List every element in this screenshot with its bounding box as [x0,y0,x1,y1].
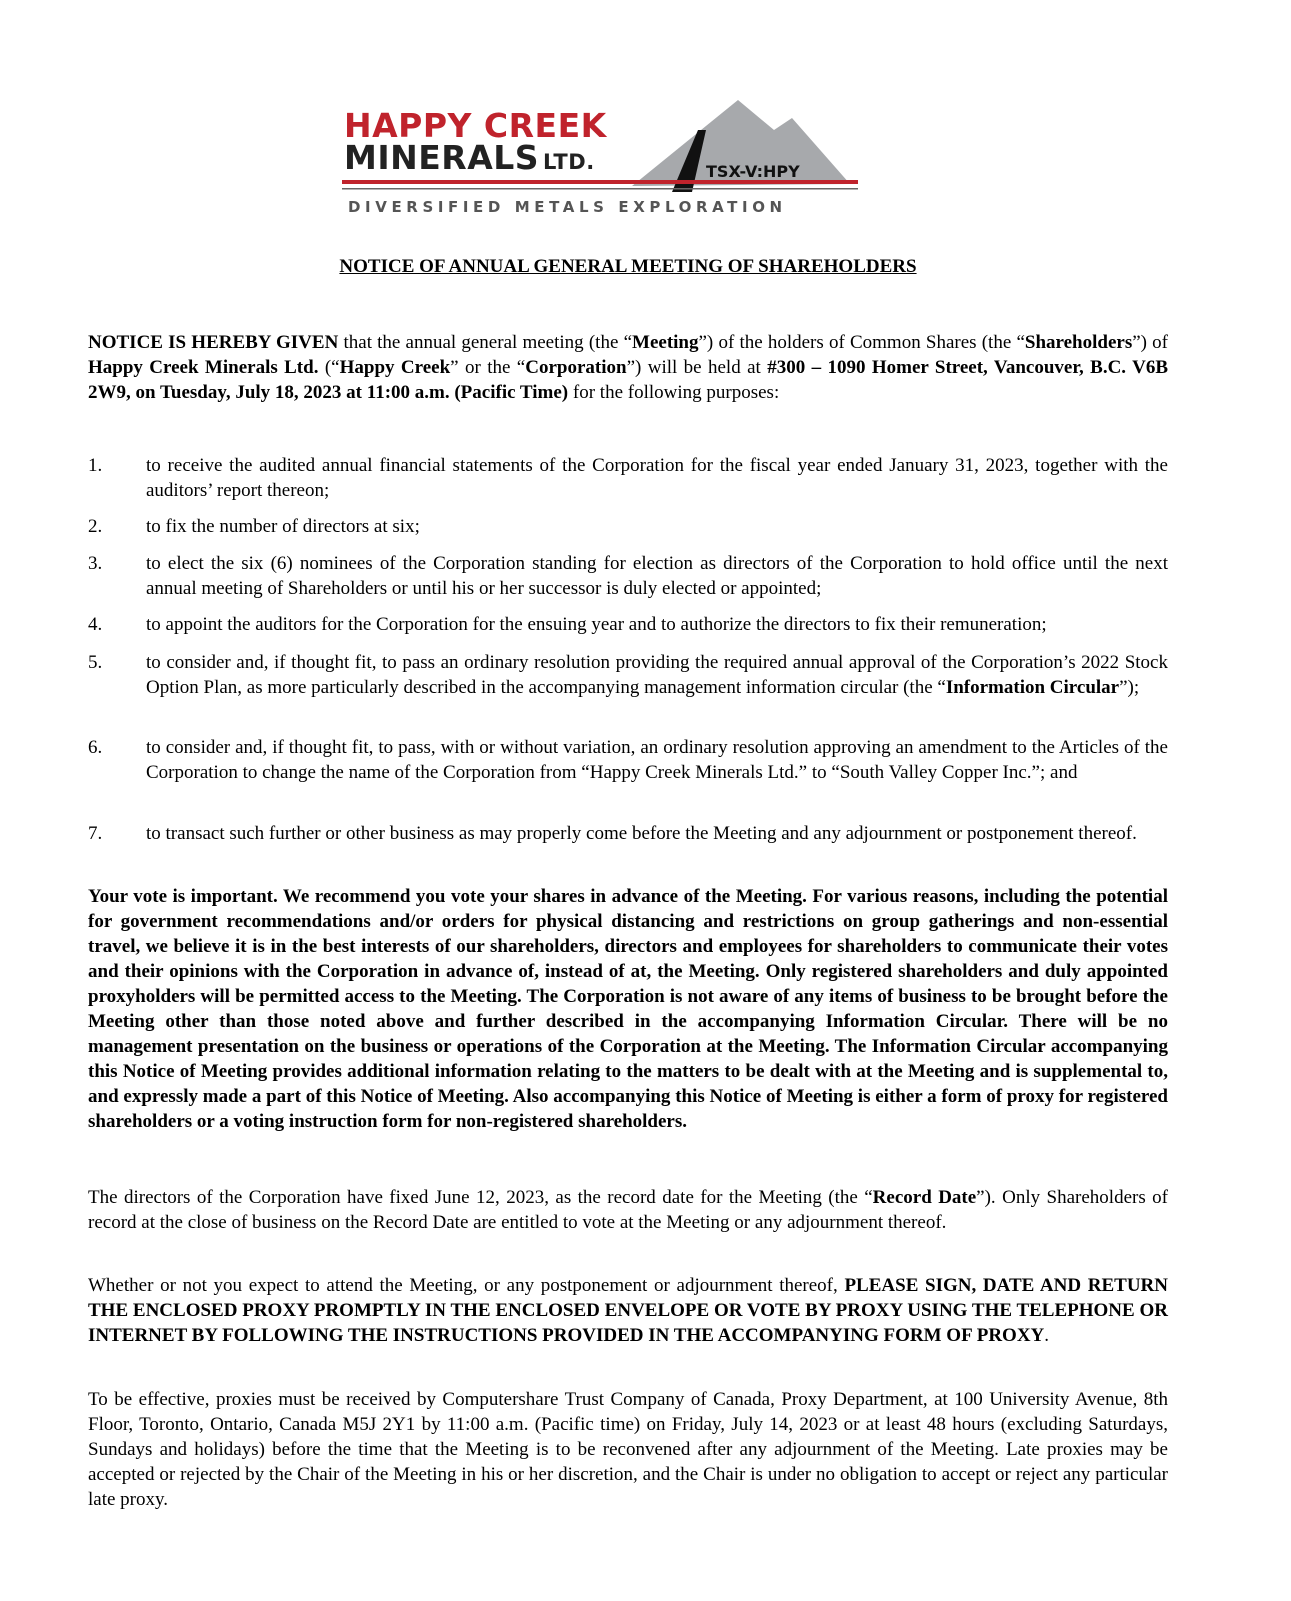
logo-line1: HAPPY CREEK [344,106,607,145]
record-text-a: The directors of the Corporation have fixed June 12, 2023, as the record date for the Meeting (the “ [88,1187,873,1208]
record-date-term: Record Date [872,1187,977,1208]
intro-paragraph [88,330,1168,405]
logo-minerals: MINERALS [344,138,540,177]
logo-ticker: TSX-V:HPY [706,162,800,181]
proxy-instructions-paragraph [88,1273,1168,1348]
intro-happy-creek: Happy Creek [339,357,451,378]
list-number: 4. [88,614,103,635]
intro-corporation: Corporation [525,357,627,378]
record-date-paragraph [88,1185,1168,1235]
intro-shareholders: Shareholders [1024,332,1133,353]
list-text-b: ”); [1119,677,1140,698]
intro-text-g: for the following purposes: [568,382,780,403]
whether-text-b: . [1044,1325,1050,1346]
list-text: to transact such further or other business as may properly come before the Meeting and any adjournment or postponement thereof. [146,823,1137,844]
page-title: NOTICE OF ANNUAL GENERAL MEETING OF SHAREHOLDERS [339,256,917,277]
list-text: to receive the audited annual financial statements of the Corporation for the fiscal year ended January 31, 2023, together with the auditors’ report thereon; [146,455,1168,501]
list-text: to elect the six (6) nominees of the Corporation standing for election as directors of the Corporation to hold office until the next annual meeting of Shareholders or until his or her successor is duly elected or appointed; [146,553,1168,599]
logo-tagline: DIVERSIFIED METALS EXPLORATION [348,198,787,216]
intro-text-b: ”) of the holders of Common Shares (the “ [698,332,1025,353]
list-text-bold: Information Circular [945,677,1120,698]
intro-text-a: that the annual general meeting (the “ [338,332,633,353]
record-text-b: ”). Only Shareholders of record at the close of business on the Record Date are entitled to vote at the Meeting or any adjournment thereof. [88,1187,1168,1233]
logo-ltd: LTD. [543,150,595,174]
list-number: 7. [88,823,103,844]
logo-line2 [344,138,595,177]
whether-text-a: Whether or not you expect to attend the Meeting, or any postponement or adjournment thereof, [88,1275,845,1296]
list-number: 1. [88,455,103,476]
list-number: 6. [88,737,103,758]
company-logo [340,96,860,220]
list-text: to fix the number of directors at six; [146,516,420,537]
intro-text-e: ” or the “ [450,357,526,378]
intro-place: #300 – 1090 Homer Street, Vancouver, B.C. V6B 2W9, on Tuesday, July 18, 2023 at 11:00 a.m. (Pacific Time) [88,357,1168,403]
list-number: 5. [88,652,103,673]
list-text: to consider and, if thought fit, to pass, with or without variation, an ordinary resolution approving an amendment to the Articles of the Corporation to change the name of the Corporation from “Happy Creek Minerals Ltd.” to “South Valley Copper Inc.”; and [146,737,1168,783]
list-text: to appoint the auditors for the Corporation for the ensuing year and to authorize the directors to fix their remuneration; [146,614,1047,635]
list-text [146,650,1168,700]
proxy-deadline-paragraph: To be effective, proxies must be received by Computershare Trust Company of Canada, Proxy Department, at 100 University Avenue, 8th Floor, Toronto, Ontario, Canada M5J 2Y1 by 11:00 a.m. (Pacific time) on Friday, July 14, 2023 or at least 48 hours (excluding Saturdays, Sundays and holidays) before the time that the Meeting is to be reconvened after any adjournment of the Meeting. Late proxies may be accepted or rejected by the Chair of the Meeting in his or her discretion, and the Chair is under no obligation to accept or reject any particular late proxy. [88,1389,1168,1510]
intro-text-c: ”) of [1132,332,1169,353]
intro-meeting: Meeting [632,332,699,353]
list-text-a: to consider and, if thought fit, to pass an ordinary resolution providing the required annual approval of the Corporation’s 2022 Stock Option Plan, as more particularly described in the accompanying management information circular (the “ [146,652,1168,698]
whether-bold: PLEASE SIGN, DATE AND RETURN THE ENCLOSED PROXY PROMPTLY IN THE ENCLOSED ENVELOPE OR VOTE BY PROXY USING THE TELEPHONE OR INTERNET BY FOLLOWING THE INSTRUCTIONS PROVIDED IN THE ACCOMPANYING FORM OF PROXY [88,1275,1168,1346]
intro-company: Happy Creek Minerals Ltd. [88,357,319,378]
intro-bold-lead: NOTICE IS HEREBY GIVEN [88,332,339,353]
list-number: 3. [88,553,103,574]
list-number: 2. [88,516,103,537]
intro-text-d: (“ [318,357,340,378]
intro-text-f: ”) will be held at [626,357,768,378]
vote-important-paragraph: Your vote is important. We recommend you vote your shares in advance of the Meeting. For various reasons, including the potential for government recommendations and/or orders for physical distancing and restrictions on group gatherings and non-essential travel, we believe it is in the best interests of our shareholders, directors and employees for shareholders to communicate their votes and their opinions with the Corporation in advance of, instead of at, the Meeting. Only registered shareholders and duly appointed proxyholders will be permitted access to the Meeting. The Corporation is not aware of any items of business to be brought before the Meeting other than those noted above and further described in the accompanying Information Circular. There will be no management presentation on the business or operations of the Corporation at the Meeting. The Information Circular accompanying this Notice of Meeting provides additional information relating to the matters to be dealt with at the Meeting and is supplemental to, and expressly made a part of this Notice of Meeting. Also accompanying this Notice of Meeting is either a form of proxy for registered shareholders or a voting instruction form for non-registered shareholders. [88,886,1168,1132]
